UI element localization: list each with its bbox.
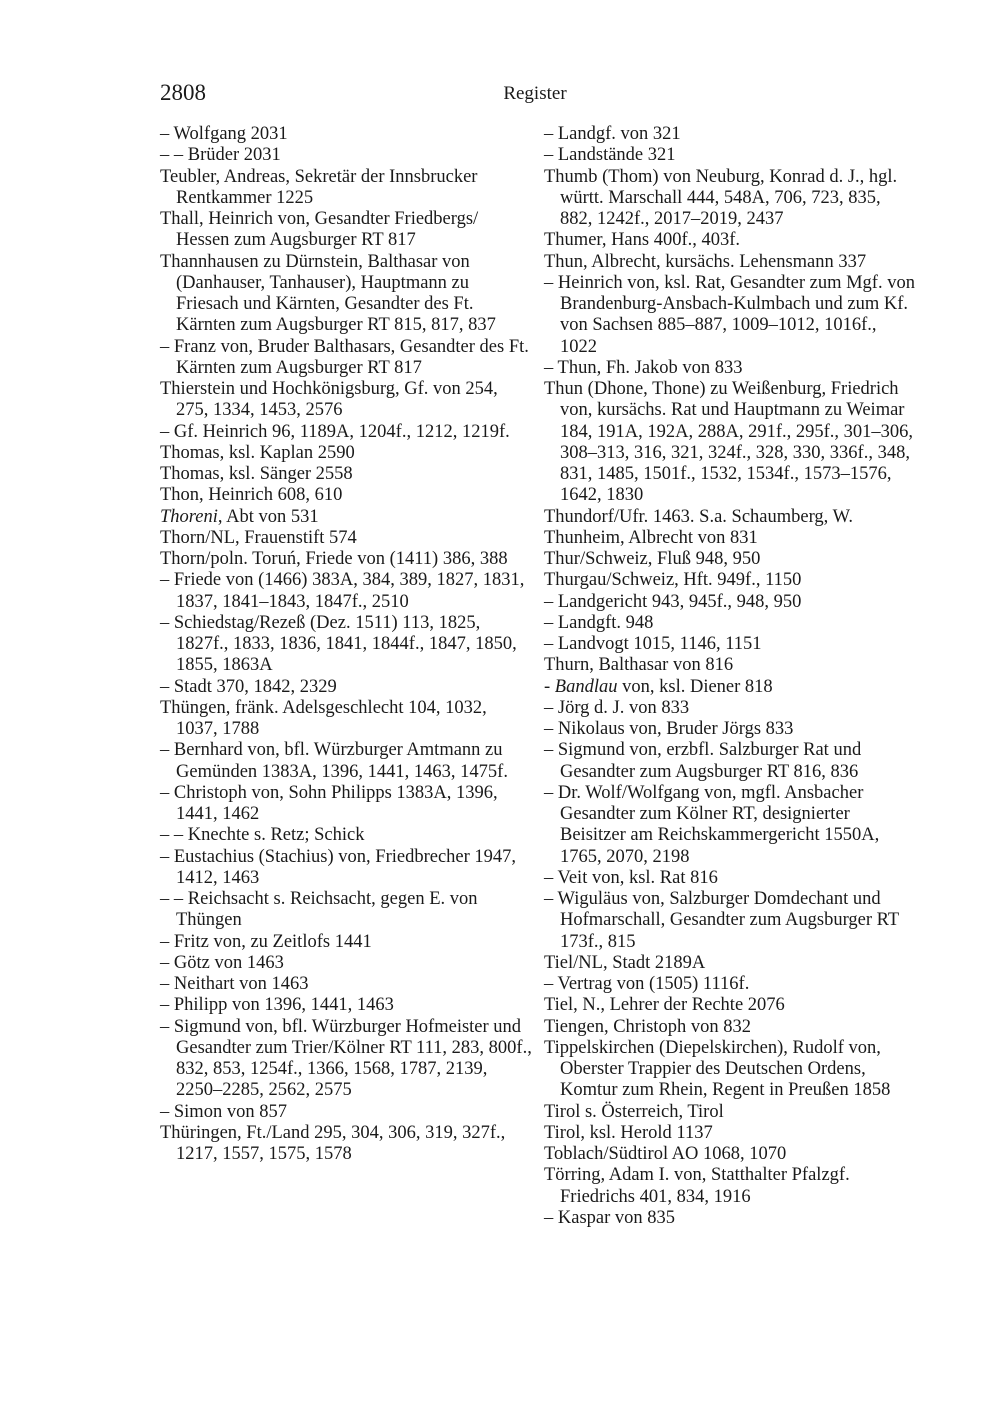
- index-entry: Tirol, ksl. Herold 1137: [544, 1122, 713, 1143]
- index-entry: – Heinrich von, ksl. Rat, Gesandter zum Mgf. von Brandenburg-Ansbach-Kulmbach und zum Kf. von Sachsen 885–887, 1009–1012, 1016f., 1022: [544, 272, 915, 357]
- index-entry: – Bernhard von, bfl. Würzburger Amtmann zu Gemünden 1383A, 1396, 1441, 1463, 1475f.: [160, 740, 508, 782]
- index-entry: Thomas, ksl. Kaplan 2590: [160, 442, 355, 463]
- index-entry: – Dr. Wolf/Wolfgang von, mgfl. Ansbacher Gesandter zum Kölner RT, designierter Beisitzer am Reichskammergericht 1550A, 1765, 2070, 2198: [544, 782, 880, 867]
- index-entry: Thun (Dhone, Thone) zu Weißenburg, Friedrich von, kursächs. Rat und Hauptmann zu Weimar 184, 191A, 192A, 288A, 291f., 295f., 301–306, 308–313, 316, 321, 324f., 328, 330, 336f., 348, 831, 1485, 1501f., 1532, 1534f., 1573–1576, 1642, 1830: [544, 379, 914, 506]
- index-entry: Thun, Albrecht, kursächs. Lehensmann 337: [544, 251, 867, 272]
- index-entry: Thur/Schweiz, Fluß 948, 950: [544, 549, 761, 569]
- index-entry: – Vertrag von (1505) 1116f.: [544, 974, 750, 994]
- index-entry: Thurgau/Schweiz, Hft. 949f., 1150: [544, 570, 802, 591]
- index-entry: Thannhausen zu Dürnstein, Balthasar von (Danhauser, Tanhauser), Hauptmann zu Friesach und Kärnten, Gesandter des Ft. Kärnten zum Augsburger RT 815, 817, 837: [160, 251, 496, 336]
- page-number: 2808: [160, 80, 206, 105]
- index-entry: Thumb (Thom) von Neuburg, Konrad d. J., hgl. württ. Marschall 444, 548A, 706, 723, 835, 882, 1242f., 2017–2019, 2437: [544, 166, 898, 229]
- index-entry: Tirol s. Österreich, Tirol: [544, 1101, 724, 1122]
- index-entry: – Eustachius (Stachius) von, Friedbrecher 1947, 1412, 1463: [160, 846, 517, 888]
- index-entry: – Jörg d. J. von 833: [544, 697, 690, 718]
- index-entry: – Fritz von, zu Zeitlofs 1441: [160, 931, 372, 952]
- index-entry: – – Knechte s. Retz; Schick: [160, 825, 365, 846]
- register-column-left: [160, 124, 532, 1165]
- index-entry: - Bandlau von, ksl. Diener 818: [544, 676, 773, 697]
- page-header: [160, 80, 910, 110]
- index-entry: Thomas, ksl. Sänger 2558: [160, 464, 353, 484]
- index-entry: – Sigmund von, bfl. Würzburger Hofmeister und Gesandter zum Trier/Kölner RT 111, 283, 800f., 832, 853, 1254f., 1366, 1568, 1787, 2139, 2250–2285, 2562, 2575: [160, 1016, 532, 1101]
- index-entry: Thundorf/Ufr. 1463. S.a. Schaumberg, W.: [544, 506, 853, 527]
- index-entry: – Landgf. von 321: [544, 124, 681, 144]
- index-entry: – Franz von, Bruder Balthasars, Gesandter des Ft. Kärnten zum Augsburger RT 817: [160, 336, 529, 378]
- index-entry: Thorn/poln. Toruń, Friede von (1411) 386, 388: [160, 549, 508, 569]
- index-entry: – Neithart von 1463: [160, 974, 309, 994]
- index-entry: – Götz von 1463: [160, 952, 284, 973]
- index-entry: – Philipp von 1396, 1441, 1463: [160, 995, 394, 1016]
- index-entry: – Kaspar von 835: [544, 1207, 676, 1228]
- index-entry: Törring, Adam I. von, Statthalter Pfalzgf. Friedrichs 401, 834, 1916: [544, 1165, 850, 1207]
- index-entry: Toblach/Südtirol AO 1068, 1070: [544, 1144, 787, 1164]
- index-entry: Thüringen, Ft./Land 295, 304, 306, 319, 327f., 1217, 1557, 1575, 1578: [160, 1122, 506, 1164]
- index-entry: Thumer, Hans 400f., 403f.: [544, 230, 741, 251]
- index-entry: Thurn, Balthasar von 816: [544, 655, 734, 676]
- index-entry: Teubler, Andreas, Sekretär der Innsbrucker Rentkammer 1225: [160, 166, 478, 208]
- index-entry: – Gf. Heinrich 96, 1189A, 1204f., 1212, 1219f.: [160, 421, 510, 442]
- index-entry: Thierstein und Hochkönigsburg, Gf. von 254, 275, 1334, 1453, 2576: [160, 379, 498, 421]
- running-title: Register: [503, 83, 567, 104]
- index-entry: – Landvogt 1015, 1146, 1151: [544, 634, 762, 654]
- index-entry: Thon, Heinrich 608, 610: [160, 485, 343, 506]
- index-entry: – Simon von 857: [160, 1101, 287, 1122]
- index-entry: Thunheim, Albrecht von 831: [544, 527, 758, 548]
- index-entry: Tippelskirchen (Diepelskirchen), Rudolf von, Oberster Trappier des Deutschen Ordens, Komtur zum Rhein, Regent in Preußen 1858: [544, 1037, 891, 1101]
- index-entry: – – Reichsacht s. Reichsacht, gegen E. von Thüngen: [160, 889, 478, 931]
- index-entry: – Schiedstag/Rezeß (Dez. 1511) 113, 1825, 1827f., 1833, 1836, 1841, 1844f., 1847, 1850, 1855, 1863A: [160, 612, 517, 676]
- index-entry: – – Brüder 2031: [160, 145, 281, 166]
- index-entry: Tiel/NL, Stadt 2189A: [544, 952, 706, 973]
- index-entry: – Veit von, ksl. Rat 816: [544, 867, 718, 888]
- index-entry: – Landstände 321: [544, 145, 676, 166]
- index-entry: Thüngen, fränk. Adelsgeschlecht 104, 1032, 1037, 1788: [160, 697, 487, 739]
- register-column-right: [544, 124, 916, 1229]
- index-entry: Thoreni, Abt von 531: [160, 506, 319, 527]
- index-entry: – Wolfgang 2031: [160, 124, 288, 144]
- index-entry: – Stadt 370, 1842, 2329: [160, 676, 337, 697]
- index-entry: – Nikolaus von, Bruder Jörgs 833: [544, 719, 794, 739]
- index-entry: Thall, Heinrich von, Gesandter Friedbergs/ Hessen zum Augsburger RT 817: [160, 209, 479, 251]
- index-entry: – Thun, Fh. Jakob von 833: [544, 357, 743, 378]
- index-entry: – Landgericht 943, 945f., 948, 950: [544, 591, 802, 612]
- index-entry: – Christoph von, Sohn Philipps 1383A, 1396, 1441, 1462: [160, 782, 498, 824]
- index-entry: – Wiguläus von, Salzburger Domdechant und Hofmarschall, Gesandter zum Augsburger RT 173f., 815: [544, 889, 899, 952]
- index-entry: Tiengen, Christoph von 832: [544, 1016, 751, 1037]
- index-entry: – Landgft. 948: [544, 612, 654, 633]
- index-entry: – Friede von (1466) 383A, 384, 389, 1827, 1831, 1837, 1841–1843, 1847f., 2510: [160, 570, 525, 612]
- index-entry: – Sigmund von, erzbfl. Salzburger Rat und Gesandter zum Augsburger RT 816, 836: [544, 740, 862, 782]
- index-entry: Thorn/NL, Frauenstift 574: [160, 527, 357, 548]
- index-entry: Tiel, N., Lehrer der Rechte 2076: [544, 995, 785, 1016]
